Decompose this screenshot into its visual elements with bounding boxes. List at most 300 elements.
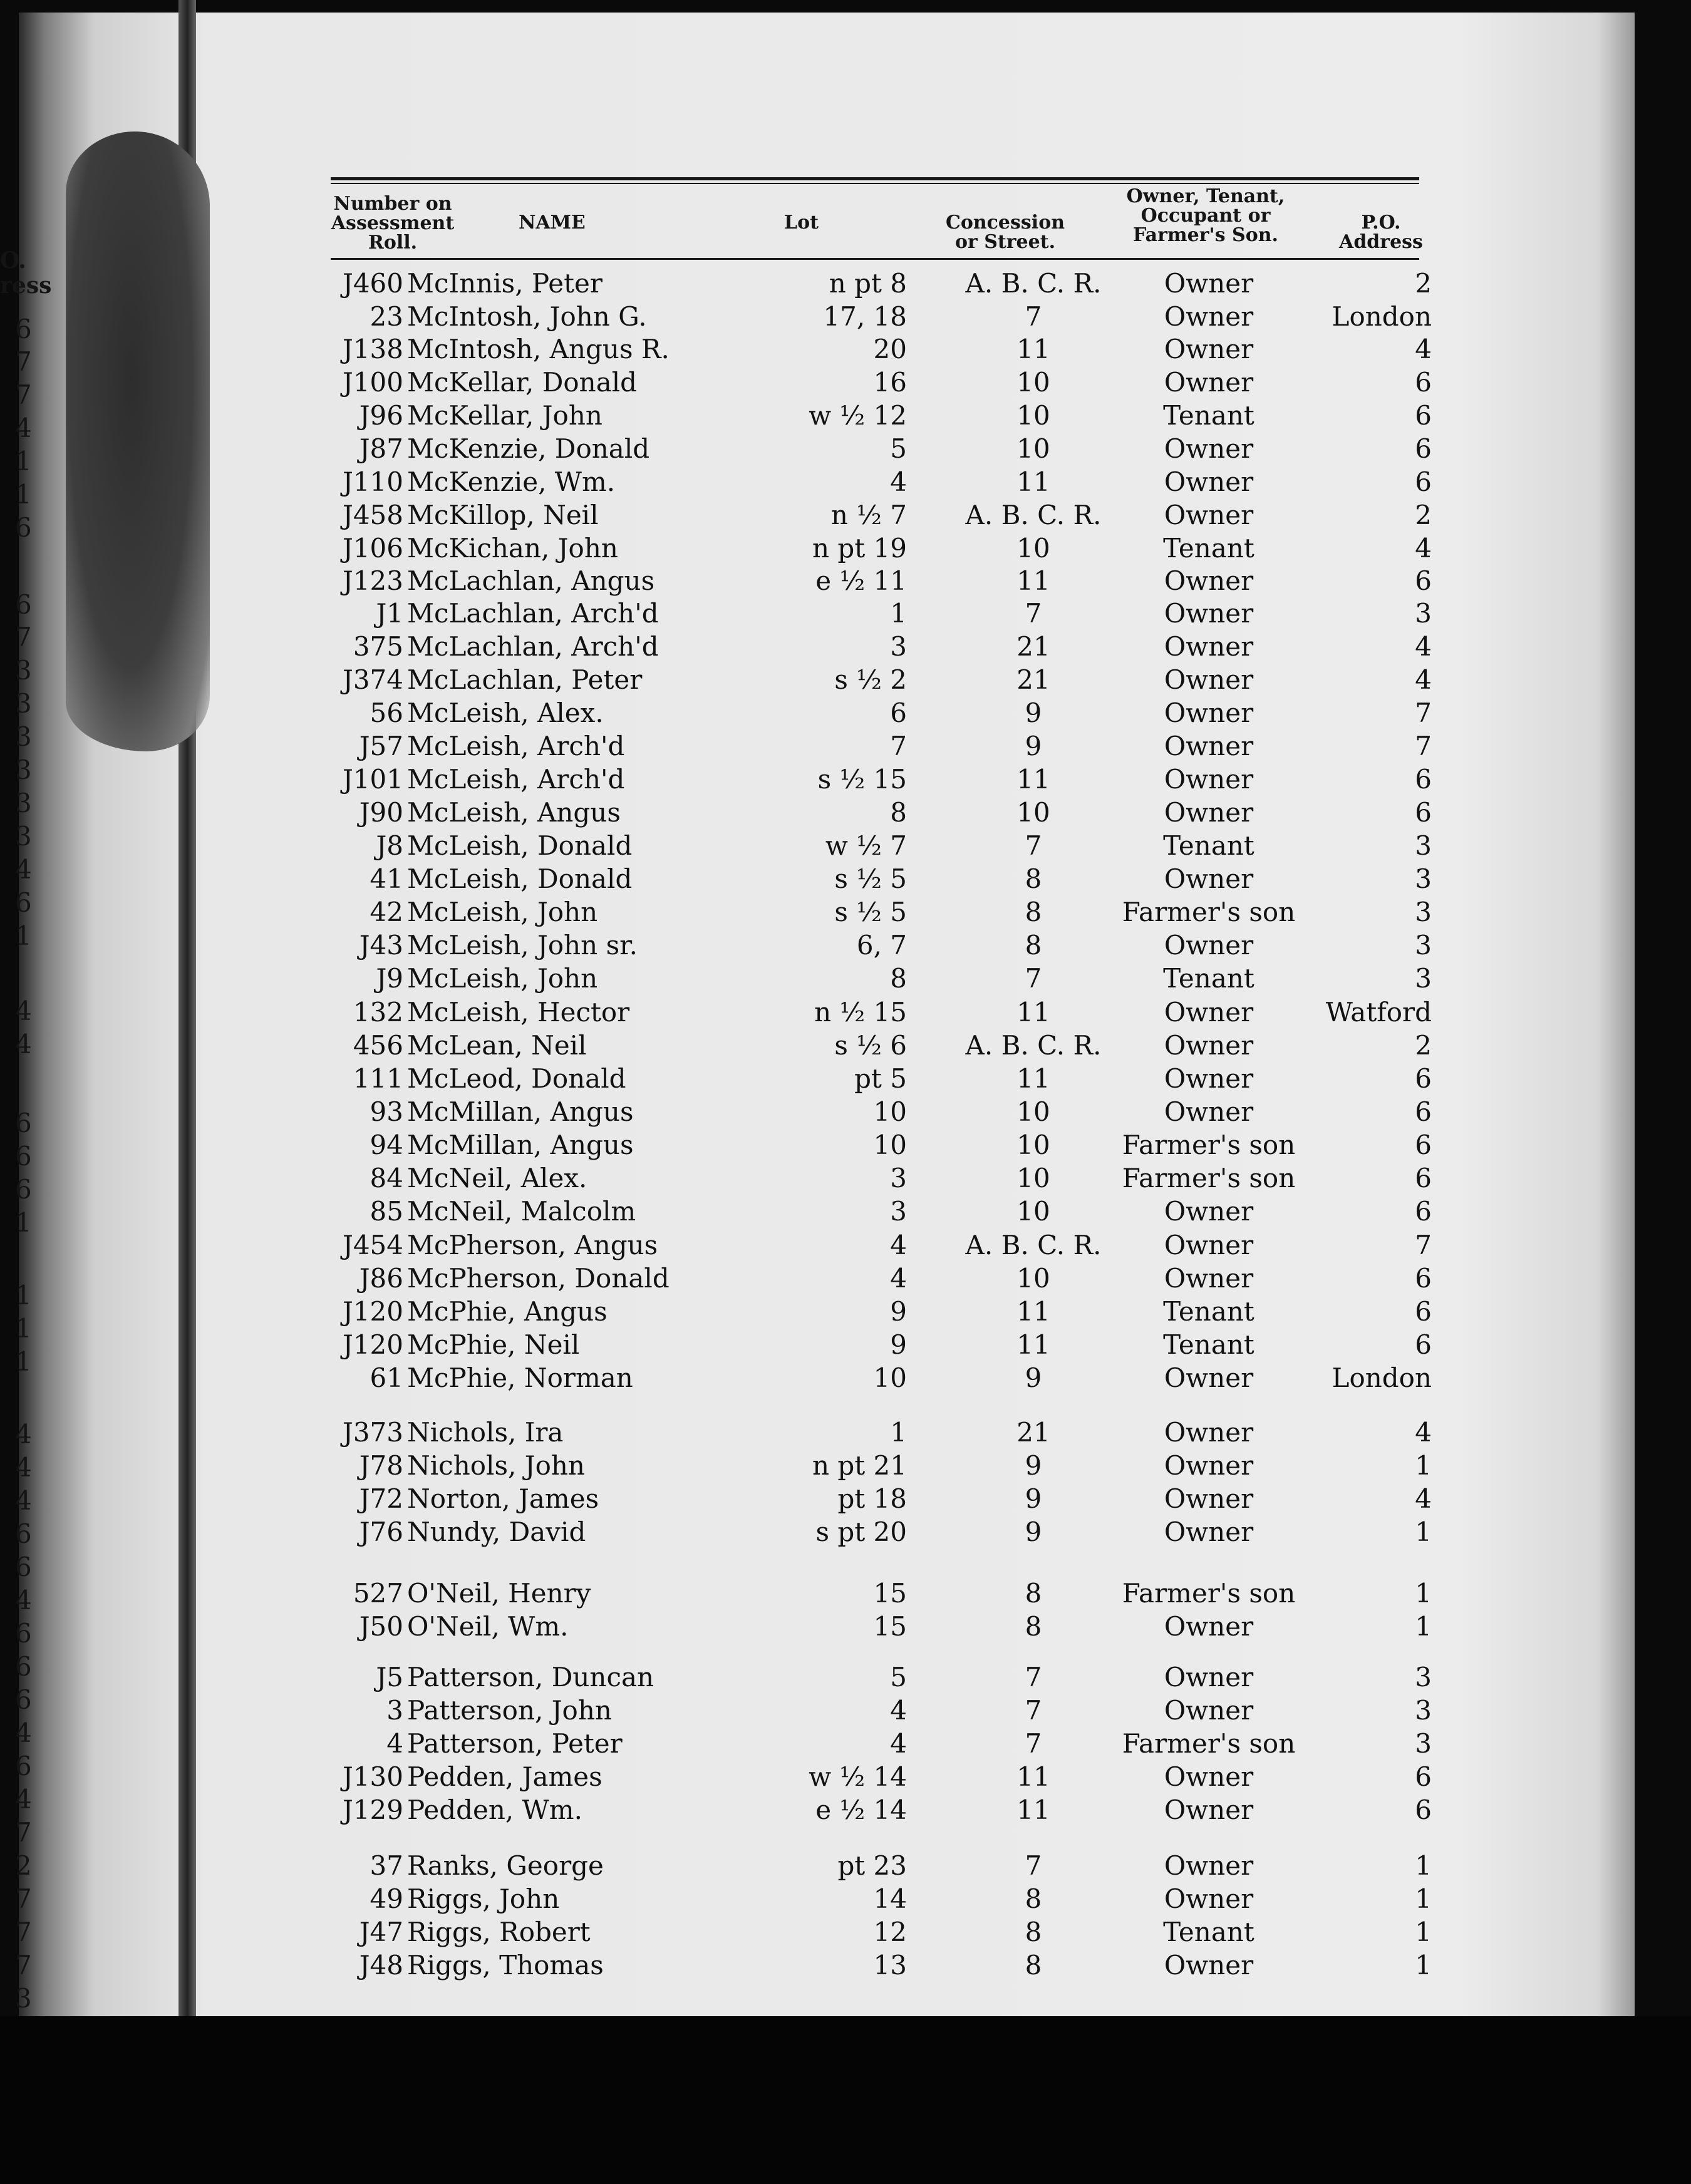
- concession-cell: 11: [1016, 1795, 1050, 1825]
- assessment-number: J8: [376, 830, 403, 861]
- lot-cell: 15: [873, 1611, 907, 1642]
- concession-cell: 11: [1016, 565, 1050, 596]
- concession-cell: 10: [1016, 400, 1050, 431]
- concession-cell: 10: [1016, 1130, 1050, 1160]
- header-number: [321, 194, 465, 252]
- concession-cell: 7: [1025, 301, 1042, 332]
- assessment-number: 93: [370, 1096, 403, 1127]
- owner-status-cell: Owner: [1164, 1950, 1254, 1981]
- assessment-number: J454: [342, 1230, 403, 1260]
- po-address-cell: 4: [1415, 1417, 1432, 1448]
- po-address-cell: 6: [1415, 1196, 1432, 1227]
- lot-cell: s ½ 6: [834, 1030, 907, 1061]
- assessment-number: J90: [359, 797, 403, 828]
- header-concession-line2: or Street.: [954, 231, 1056, 253]
- person-name: Nichols, Ira: [407, 1417, 564, 1448]
- left-margin-number: 6: [15, 589, 32, 620]
- owner-status-cell: Owner: [1164, 731, 1254, 761]
- concession-cell: 9: [1025, 1483, 1042, 1514]
- left-margin-number: 6: [15, 1518, 32, 1549]
- po-address-cell: 6: [1415, 1063, 1432, 1094]
- concession-cell: 7: [1025, 598, 1042, 629]
- lot-cell: 4: [890, 466, 907, 497]
- po-address-cell: 4: [1415, 334, 1432, 364]
- table-row: [0, 532, 1691, 565]
- assessment-number: J110: [342, 466, 403, 497]
- assessment-number: J130: [342, 1761, 403, 1792]
- concession-cell: 7: [1025, 1728, 1042, 1759]
- concession-cell: A. B. C. R.: [965, 1230, 1102, 1260]
- concession-cell: A. B. C. R.: [965, 500, 1102, 530]
- po-address-cell: 1: [1415, 1578, 1432, 1609]
- person-name: McKenzie, Wm.: [407, 466, 616, 497]
- table-row: [0, 829, 1691, 863]
- left-margin-number: 3: [15, 688, 32, 719]
- po-address-cell: 3: [1415, 1728, 1432, 1759]
- concession-cell: 7: [1025, 830, 1042, 861]
- assessment-number: J120: [342, 1329, 403, 1360]
- lot-cell: 5: [890, 1662, 907, 1692]
- table-row: [0, 1577, 1691, 1610]
- concession-cell: 11: [1016, 466, 1050, 497]
- table-row: [0, 1610, 1691, 1644]
- owner-status-cell: Farmer's son: [1122, 897, 1296, 927]
- po-address-cell: 1: [1415, 1883, 1432, 1914]
- lot-cell: 6, 7: [856, 930, 907, 961]
- owner-status-cell: Owner: [1164, 1450, 1254, 1481]
- table-row: [0, 1361, 1691, 1395]
- person-name: McLeish, Alex.: [407, 698, 604, 728]
- owner-status-cell: Owner: [1164, 1850, 1254, 1881]
- assessment-number: 375: [353, 631, 403, 662]
- left-margin-number: 1: [15, 1280, 32, 1311]
- assessment-number: J120: [342, 1296, 403, 1327]
- assessment-number: J43: [359, 930, 403, 961]
- lot-cell: s pt 20: [815, 1517, 907, 1547]
- owner-status-cell: Owner: [1164, 1230, 1254, 1260]
- table-row: [0, 332, 1691, 366]
- owner-status-cell: Tenant: [1163, 1296, 1254, 1327]
- left-margin-number: 4: [15, 854, 32, 885]
- left-margin-number: 4: [15, 1452, 32, 1483]
- lot-cell: 3: [890, 1163, 907, 1193]
- person-name: McNeil, Malcolm: [407, 1196, 636, 1227]
- concession-cell: 8: [1025, 930, 1042, 961]
- table-row: [0, 1062, 1691, 1096]
- lot-cell: 4: [890, 1263, 907, 1294]
- person-name: McLeod, Donald: [407, 1063, 626, 1094]
- lot-cell: 8: [890, 797, 907, 828]
- person-name: O'Neil, Wm.: [407, 1611, 569, 1642]
- left-margin-number: 2: [15, 1850, 32, 1881]
- assessment-number: J47: [359, 1917, 403, 1947]
- owner-status-cell: Owner: [1164, 1417, 1254, 1448]
- left-margin-number: 6: [15, 1684, 32, 1715]
- lot-cell: 10: [873, 1362, 907, 1393]
- po-address-cell: Watford: [1325, 997, 1432, 1028]
- table-row: [0, 1416, 1691, 1450]
- left-margin-number: 4: [15, 1419, 32, 1450]
- table-row: [0, 300, 1691, 334]
- lot-cell: 10: [873, 1130, 907, 1160]
- person-name: McLeish, John: [407, 963, 598, 994]
- assessment-number: J123: [342, 565, 403, 596]
- person-name: McLeish, Hector: [407, 997, 630, 1028]
- table-row: [0, 1449, 1691, 1483]
- lot-cell: 1: [890, 1417, 907, 1448]
- po-address-cell: 7: [1415, 1230, 1432, 1260]
- person-name: McKenzie, Donald: [407, 433, 650, 464]
- table-row: [0, 929, 1691, 962]
- assessment-number: J76: [359, 1517, 403, 1547]
- assessment-number: J129: [342, 1795, 403, 1825]
- left-margin-number: 3: [15, 821, 32, 852]
- concession-cell: 8: [1025, 1950, 1042, 1981]
- lot-cell: 10: [873, 1096, 907, 1127]
- header-concession-line1: Concession: [945, 212, 1065, 234]
- left-margin-number: 6: [15, 1141, 32, 1172]
- po-address-cell: 3: [1415, 897, 1432, 927]
- table-row: [0, 597, 1691, 631]
- lot-cell: 12: [873, 1917, 907, 1947]
- person-name: McLeish, Donald: [407, 863, 633, 894]
- person-name: McKillop, Neil: [407, 500, 599, 530]
- table-row: [0, 1793, 1691, 1827]
- po-address-cell: 6: [1415, 1795, 1432, 1825]
- owner-status-cell: Owner: [1164, 797, 1254, 828]
- person-name: McKellar, Donald: [407, 367, 638, 398]
- concession-cell: 11: [1016, 764, 1050, 795]
- scan-background: [0, 2016, 1691, 2184]
- assessment-number: 85: [370, 1196, 403, 1227]
- po-address-cell: 6: [1415, 367, 1432, 398]
- po-address-cell: 7: [1415, 698, 1432, 728]
- concession-cell: 11: [1016, 997, 1050, 1028]
- person-name: Pedden, James: [407, 1761, 602, 1792]
- po-address-cell: 3: [1415, 598, 1432, 629]
- assessment-number: J1: [376, 598, 403, 629]
- person-name: Riggs, Thomas: [407, 1950, 604, 1981]
- person-name: McLachlan, Peter: [407, 664, 643, 695]
- left-margin-number: 4: [15, 1485, 32, 1516]
- left-margin-number: 4: [15, 1784, 32, 1815]
- assessment-number: J50: [359, 1611, 403, 1642]
- table-row: [0, 729, 1691, 763]
- table-row: [0, 1727, 1691, 1761]
- left-margin-number: 1: [15, 479, 32, 510]
- person-name: Patterson, Duncan: [407, 1662, 654, 1692]
- owner-status-cell: Farmer's son: [1122, 1163, 1296, 1193]
- lot-cell: s ½ 5: [834, 863, 907, 894]
- concession-cell: 10: [1016, 367, 1050, 398]
- po-address-cell: 2: [1415, 268, 1432, 299]
- left-margin-number: 4: [15, 413, 32, 443]
- person-name: Ranks, George: [407, 1850, 604, 1881]
- left-header-line: O.: [0, 247, 26, 274]
- concession-cell: 8: [1025, 1883, 1042, 1914]
- table-row: [0, 1128, 1691, 1162]
- person-name: McIntosh, Angus R.: [407, 334, 670, 364]
- table-row: [0, 1949, 1691, 1982]
- owner-status-cell: Owner: [1164, 1483, 1254, 1514]
- header-po-line1: P.O.: [1361, 212, 1401, 234]
- owner-status-cell: Tenant: [1163, 830, 1254, 861]
- left-margin-number: 1: [15, 1313, 32, 1344]
- table-row: [0, 1882, 1691, 1916]
- po-address-cell: London: [1332, 1362, 1432, 1393]
- owner-status-cell: Owner: [1164, 1517, 1254, 1547]
- lot-cell: 14: [873, 1883, 907, 1914]
- assessment-number: J100: [342, 367, 403, 398]
- owner-status-cell: Owner: [1164, 1662, 1254, 1692]
- person-name: McPherson, Angus: [407, 1230, 658, 1260]
- person-name: McNeil, Alex.: [407, 1163, 587, 1193]
- lot-cell: n pt 8: [829, 268, 907, 299]
- concession-cell: 7: [1025, 963, 1042, 994]
- owner-status-cell: Owner: [1164, 1611, 1254, 1642]
- owner-status-cell: Owner: [1164, 631, 1254, 662]
- lot-cell: 3: [890, 631, 907, 662]
- concession-cell: 11: [1016, 334, 1050, 364]
- lot-cell: n pt 19: [812, 533, 907, 564]
- concession-cell: 8: [1025, 863, 1042, 894]
- po-address-cell: 1: [1415, 1517, 1432, 1547]
- person-name: McLeish, Angus: [407, 797, 621, 828]
- po-address-cell: 1: [1415, 1950, 1432, 1981]
- po-address-cell: 3: [1415, 963, 1432, 994]
- owner-status-cell: Farmer's son: [1122, 1728, 1296, 1759]
- table-row: [0, 696, 1691, 730]
- po-address-cell: 6: [1415, 797, 1432, 828]
- header-number-line1: Number on: [333, 193, 452, 215]
- po-address-cell: 1: [1415, 1450, 1432, 1481]
- lot-cell: e ½ 11: [815, 565, 907, 596]
- table-row: [0, 1694, 1691, 1728]
- lot-cell: s ½ 5: [834, 897, 907, 927]
- po-address-cell: 4: [1415, 533, 1432, 564]
- assessment-number: J460: [342, 268, 403, 299]
- header-top-rule: [331, 177, 1419, 180]
- person-name: Nichols, John: [407, 1450, 585, 1481]
- assessment-number: J9: [376, 963, 403, 994]
- concession-cell: 7: [1025, 1695, 1042, 1726]
- lot-cell: 16: [873, 367, 907, 398]
- lot-cell: 9: [890, 1296, 907, 1327]
- person-name: McPhie, Neil: [407, 1329, 580, 1360]
- lot-cell: 6: [890, 698, 907, 728]
- assessment-number: J373: [342, 1417, 403, 1448]
- owner-status-cell: Owner: [1164, 1761, 1254, 1792]
- table-row: [0, 962, 1691, 996]
- owner-status-cell: Owner: [1164, 863, 1254, 894]
- lot-cell: pt 18: [837, 1483, 907, 1514]
- assessment-number: J374: [342, 664, 403, 695]
- person-name: Patterson, Peter: [407, 1728, 623, 1759]
- concession-cell: 9: [1025, 1450, 1042, 1481]
- left-margin-number: 6: [15, 314, 32, 344]
- po-address-cell: 2: [1415, 1030, 1432, 1061]
- owner-status-cell: Tenant: [1163, 1917, 1254, 1947]
- left-margin-number: 4: [15, 1718, 32, 1748]
- person-name: McKellar, John: [407, 400, 602, 431]
- table-row: [0, 1760, 1691, 1794]
- person-name: McPherson, Donald: [407, 1263, 670, 1294]
- assessment-number: 23: [370, 301, 403, 332]
- assessment-number: J5: [376, 1662, 403, 1692]
- lot-cell: s ½ 15: [817, 764, 907, 795]
- left-margin-number: 7: [15, 1917, 32, 1947]
- owner-status-cell: Owner: [1164, 1795, 1254, 1825]
- person-name: McLeish, Donald: [407, 830, 633, 861]
- person-name: Nundy, David: [407, 1517, 586, 1547]
- left-header-line: ress: [0, 272, 52, 299]
- po-address-cell: 1: [1415, 1917, 1432, 1947]
- assessment-number: 111: [353, 1063, 403, 1094]
- lot-cell: 4: [890, 1728, 907, 1759]
- lot-cell: n ½ 7: [830, 500, 907, 530]
- left-margin-number: 6: [15, 1751, 32, 1781]
- person-name: Riggs, John: [407, 1883, 560, 1914]
- concession-cell: 10: [1016, 1263, 1050, 1294]
- concession-cell: 10: [1016, 1163, 1050, 1193]
- concession-cell: 21: [1016, 1417, 1050, 1448]
- header-bottom-rule: [331, 258, 1419, 260]
- po-address-cell: 3: [1415, 1662, 1432, 1692]
- table-row: [0, 366, 1691, 399]
- concession-cell: A. B. C. R.: [965, 268, 1102, 299]
- table-row: [0, 1661, 1691, 1694]
- po-address-cell: 6: [1415, 764, 1432, 795]
- lot-cell: 3: [890, 1196, 907, 1227]
- table-row: [0, 1195, 1691, 1228]
- assessment-number: J101: [342, 764, 403, 795]
- assessment-number: J138: [342, 334, 403, 364]
- assessment-number: 49: [370, 1883, 403, 1914]
- po-address-cell: 6: [1415, 1263, 1432, 1294]
- concession-cell: 7: [1025, 1850, 1042, 1881]
- lot-cell: 8: [890, 963, 907, 994]
- table-row: [0, 630, 1691, 664]
- lot-cell: s ½ 2: [834, 664, 907, 695]
- concession-cell: 10: [1016, 797, 1050, 828]
- left-margin-number: 3: [15, 721, 32, 752]
- owner-status-cell: Owner: [1164, 1096, 1254, 1127]
- header-po-line2: Address: [1339, 231, 1423, 253]
- owner-status-cell: Owner: [1164, 268, 1254, 299]
- po-address-cell: 6: [1415, 466, 1432, 497]
- po-address-cell: 3: [1415, 1695, 1432, 1726]
- lot-cell: w ½ 12: [809, 400, 907, 431]
- po-address-cell: 3: [1415, 863, 1432, 894]
- person-name: McLachlan, Angus: [407, 565, 655, 596]
- left-margin-number: 6: [15, 1651, 32, 1682]
- assessment-number: J48: [359, 1950, 403, 1981]
- assessment-number: 132: [353, 997, 403, 1028]
- assessment-number: J78: [359, 1450, 403, 1481]
- po-address-cell: 4: [1415, 664, 1432, 695]
- owner-status-cell: Owner: [1164, 764, 1254, 795]
- header-owner-line2: Occupant or: [1140, 205, 1271, 227]
- assessment-number: J87: [359, 433, 403, 464]
- assessment-number: J106: [342, 533, 403, 564]
- owner-status-cell: Owner: [1164, 698, 1254, 728]
- table-row: [0, 1915, 1691, 1949]
- lot-cell: 17, 18: [823, 301, 907, 332]
- left-margin-number: 6: [15, 1108, 32, 1138]
- table-row: [0, 432, 1691, 466]
- person-name: McPhie, Norman: [407, 1362, 633, 1393]
- assessment-number: 527: [353, 1578, 403, 1609]
- owner-status-cell: Owner: [1164, 1030, 1254, 1061]
- header-owner: [1102, 187, 1309, 245]
- left-margin-number: 7: [15, 379, 32, 410]
- table-row: [0, 1029, 1691, 1063]
- owner-status-cell: Owner: [1164, 367, 1254, 398]
- concession-cell: 8: [1025, 1578, 1042, 1609]
- assessment-number: J86: [359, 1263, 403, 1294]
- header-top-rule-thin: [331, 183, 1419, 184]
- table-row: [0, 1162, 1691, 1195]
- po-address-cell: 4: [1415, 1483, 1432, 1514]
- lot-cell: pt 5: [854, 1063, 907, 1094]
- left-margin-number: 7: [15, 622, 32, 652]
- po-address-cell: 4: [1415, 631, 1432, 662]
- table-row: [0, 465, 1691, 499]
- left-margin-number: 7: [15, 1950, 32, 1981]
- owner-status-cell: Tenant: [1163, 963, 1254, 994]
- left-margin-number: 4: [15, 1585, 32, 1615]
- table-row: [0, 1849, 1691, 1883]
- lot-cell: 1: [890, 598, 907, 629]
- assessment-number: J96: [359, 400, 403, 431]
- concession-cell: 9: [1025, 1362, 1042, 1393]
- assessment-number: 456: [353, 1030, 403, 1061]
- owner-status-cell: Owner: [1164, 466, 1254, 497]
- po-address-cell: 6: [1415, 1329, 1432, 1360]
- lot-cell: e ½ 14: [815, 1795, 907, 1825]
- owner-status-cell: Owner: [1164, 598, 1254, 629]
- po-address-cell: 3: [1415, 930, 1432, 961]
- person-name: McInnis, Peter: [407, 268, 602, 299]
- concession-cell: 11: [1016, 1761, 1050, 1792]
- table-row: [0, 1328, 1691, 1362]
- concession-cell: 8: [1025, 1917, 1042, 1947]
- header-concession: [911, 213, 1099, 252]
- left-margin-number: 3: [15, 755, 32, 785]
- concession-cell: 10: [1016, 1196, 1050, 1227]
- owner-status-cell: Owner: [1164, 433, 1254, 464]
- owner-status-cell: Owner: [1164, 664, 1254, 695]
- lot-cell: pt 23: [837, 1850, 907, 1881]
- po-address-cell: 6: [1415, 565, 1432, 596]
- table-row: [0, 862, 1691, 896]
- po-address-cell: 6: [1415, 1761, 1432, 1792]
- header-owner-line1: Owner, Tenant,: [1126, 185, 1285, 207]
- header-number-line2: Assessment: [331, 212, 455, 234]
- owner-status-cell: Tenant: [1163, 1329, 1254, 1360]
- person-name: McMillan, Angus: [407, 1096, 634, 1127]
- assessment-number: J458: [342, 500, 403, 530]
- lot-cell: w ½ 14: [809, 1761, 907, 1792]
- concession-cell: 9: [1025, 698, 1042, 728]
- table-row: [0, 1228, 1691, 1262]
- po-address-cell: 7: [1415, 731, 1432, 761]
- po-address-cell: London: [1332, 301, 1432, 332]
- po-address-cell: 3: [1415, 830, 1432, 861]
- person-name: Norton, James: [407, 1483, 599, 1514]
- person-name: McLeish, John sr.: [407, 930, 638, 961]
- header-name: NAME: [519, 212, 586, 234]
